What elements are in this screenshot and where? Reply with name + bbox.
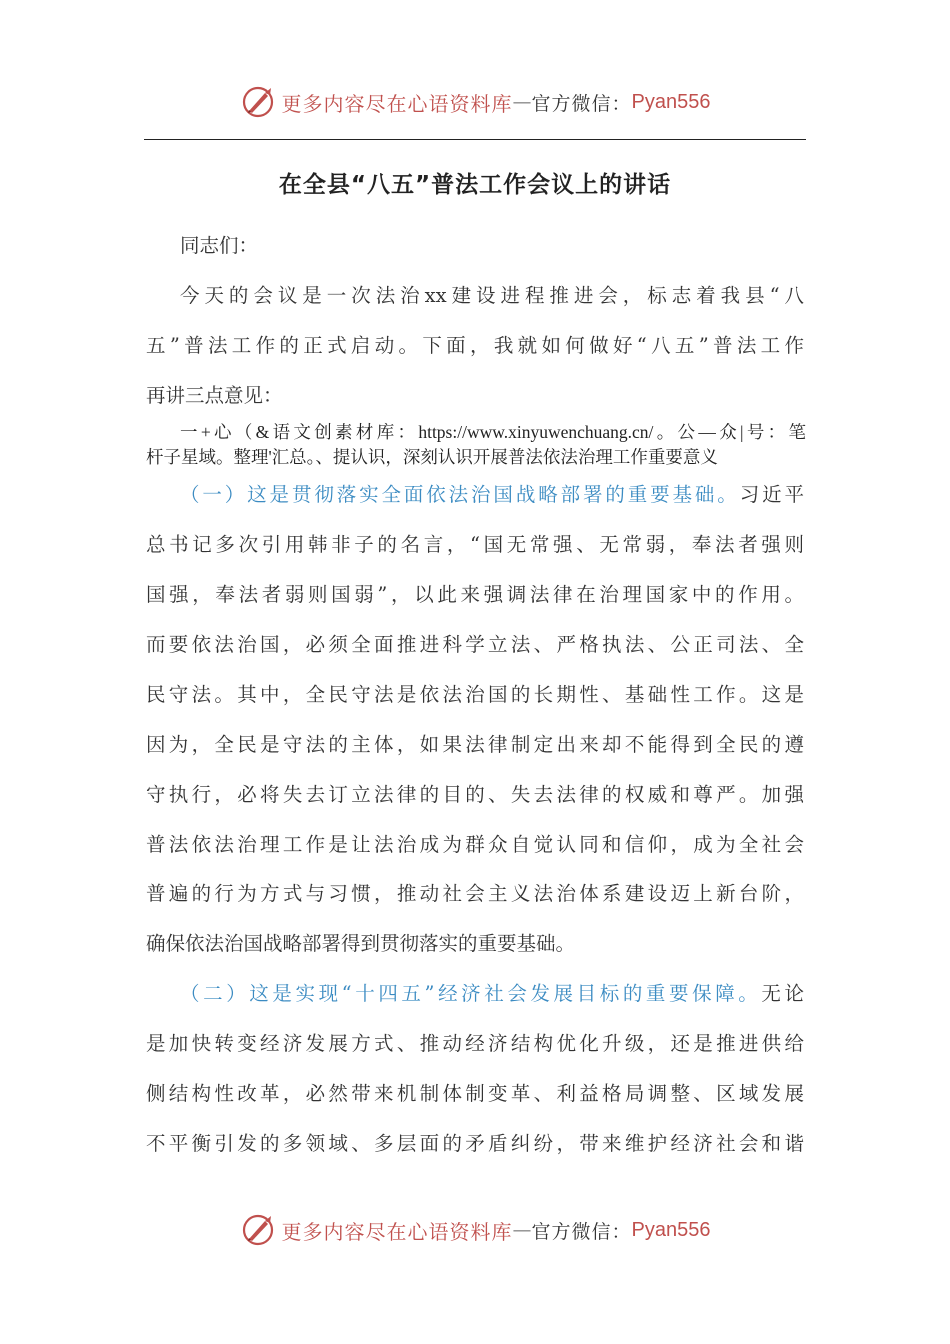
section1-line: 普法依法治理工作是让法治成为群众自觉认同和信仰，成为全社会 [146, 833, 804, 856]
header-banner [0, 80, 950, 124]
section2-first-line [180, 978, 804, 1010]
section1-line: 因为，全民是守法的主体，如果法律制定出来却不能得到全民的遵 [146, 733, 804, 756]
intro-line: 今天的会议是一次法治xx建设进程推进会，标志着我县“八 [180, 284, 804, 307]
intro-line: 五”普法工作的正式启动。下面，我就如何做好“八五”普法工作 [146, 334, 804, 357]
section1-line: 普遍的行为方式与习惯，推动社会主义法治体系建设迈上新台阶， [146, 882, 804, 905]
watermark-line: 一+心（&语文创素材库：https://www.xinyuwenchuang.cn/。公—众|号：笔 [180, 422, 806, 442]
banner-wechat-label: 官方微信： [531, 1220, 632, 1243]
section1-line: 民守法。其中，全民守法是依法治国的长期性、基础性工作。这是 [146, 683, 804, 706]
banner-wechat-id: Pyan556 [631, 90, 711, 113]
section1-line: 总书记多次引用韩非子的名言，“国无常强、无常弱，奉法者强则 [146, 533, 804, 556]
quill-logo-icon [240, 84, 276, 120]
footer-banner [0, 1208, 950, 1252]
banner-separator: — [512, 1219, 532, 1241]
section1-line: 守执行，必将失去订立法律的目的、失去法律的权威和尊严。加强 [146, 783, 804, 806]
section1-line: 国强，奉法者弱则国弱”，以此来强调法律在治理国家中的作用。 [146, 583, 804, 606]
salutation: 同志们： [180, 234, 259, 257]
section1-line: 而要依法治国，必须全面推进科学立法、严格执法、公正司法、全 [146, 633, 804, 656]
section2-first-line-rest: 无论 [761, 982, 804, 1005]
banner-site-name: 更多内容尽在心语资料库 [281, 1219, 513, 1244]
section1-line: 确保依法治国战略部署得到贯彻落实的重要基础。 [146, 932, 576, 955]
quill-logo-icon [240, 1212, 276, 1248]
watermark-line: 杆子星域。整理'汇总。、提认识，深刻认识开展普法依法治理工作重要意义 [146, 447, 718, 467]
intro-line: 再讲三点意见： [146, 384, 283, 407]
banner-site-name: 更多内容尽在心语资料库 [281, 91, 513, 116]
banner-wechat-label: 官方微信： [531, 92, 632, 115]
section2-line: 侧结构性改革，必然带来机制体制变革、利益格局调整、区域发展 [146, 1082, 804, 1105]
section2-line: 是加快转变经济发展方式、推动经济结构优化升级，还是推进供给 [146, 1032, 804, 1055]
document-title: 在全县“八五”普法工作会议上的讲话 [278, 172, 672, 198]
banner-wechat-id: Pyan556 [631, 1218, 711, 1241]
section2-line: 不平衡引发的多领域、多层面的矛盾纠纷，带来维护经济社会和谐 [146, 1132, 804, 1155]
section1-heading: （一）这是贯彻落实全面依法治国战略部署的重要基础。 [180, 483, 740, 506]
section1-first-line-rest: 习近平 [739, 483, 804, 506]
section1-first-line [180, 479, 804, 511]
section2-heading: （二）这是实现“十四五”经济社会发展目标的重要保障。 [180, 982, 762, 1005]
banner-separator: — [512, 91, 532, 113]
header-divider [144, 139, 806, 140]
